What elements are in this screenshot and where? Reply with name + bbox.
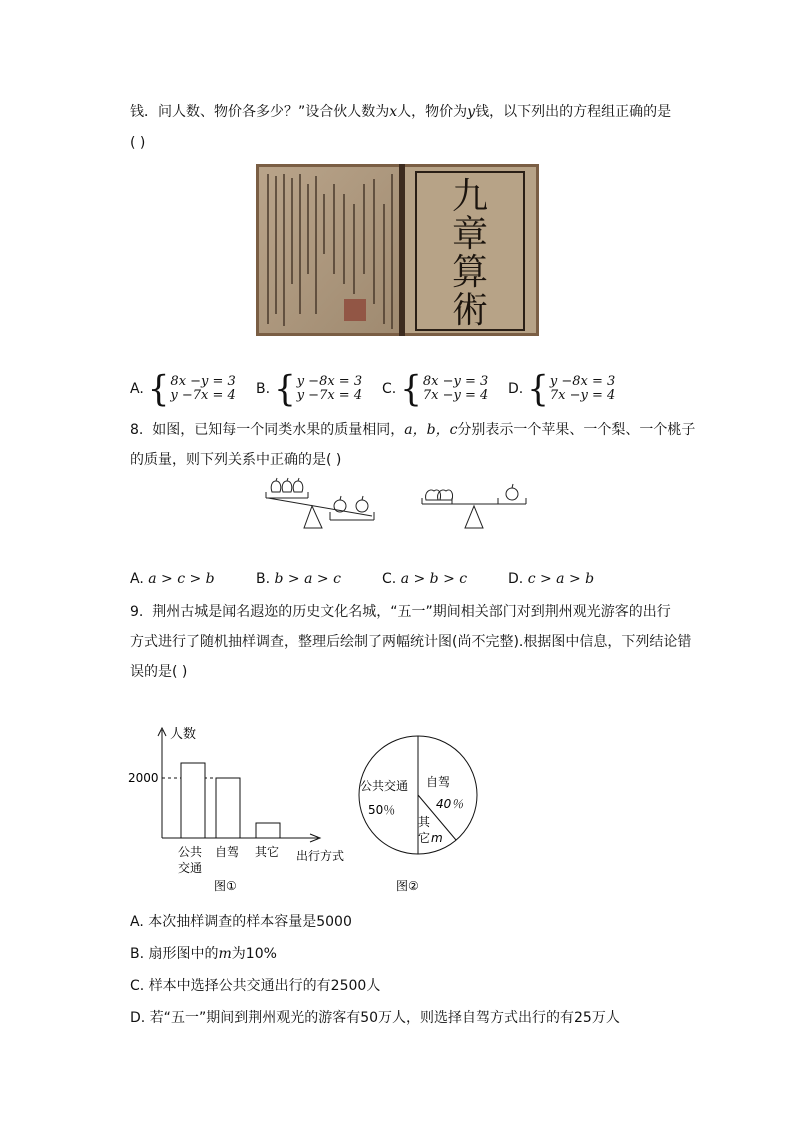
equation: 7x −y = 4 — [422, 388, 489, 403]
figure-caption: 图② — [396, 879, 419, 893]
y-axis-label: 人数 — [170, 727, 197, 742]
x-axis-label: 出行方式 — [296, 849, 345, 863]
book-title-char: 算 — [451, 252, 489, 293]
q9-option-c[interactable] — [130, 976, 380, 996]
q8-vars: a，b，c — [404, 422, 458, 438]
q8-option-b[interactable] — [256, 569, 341, 589]
pear-icon — [282, 481, 292, 492]
equation: 8x −y = 3 — [422, 374, 489, 389]
pear-icon — [271, 481, 281, 492]
pear-icon — [293, 481, 303, 492]
equation: y −7x = 4 — [296, 388, 363, 403]
q7-option-d[interactable] — [508, 368, 616, 410]
option-letter: B. — [256, 571, 271, 587]
q7-option-c[interactable] — [382, 368, 489, 410]
q8-option-a[interactable] — [130, 569, 215, 589]
apple-icon — [506, 488, 518, 500]
brace-icon: { — [527, 368, 549, 410]
option-text: 扇形图中的 — [148, 946, 219, 962]
q8-option-d[interactable] — [508, 569, 594, 589]
option-letter: B. — [256, 381, 271, 397]
balance-scales-figure — [262, 476, 552, 532]
option-letter: A. — [130, 381, 144, 397]
q9-option-d[interactable] — [130, 1008, 620, 1028]
pie-pct-public: 50％ — [368, 803, 396, 817]
equation: 7x −y = 4 — [549, 388, 616, 403]
brace-icon: { — [274, 368, 296, 410]
q9-text-part: 荆州古城是闻名遐迩的历史文化名城，“五一”期间相关部门对到荆州观光游客的出行 — [152, 604, 671, 620]
option-letter: A. — [130, 914, 144, 930]
q7-text-part: 钱，以下列出的方程组正确的是 — [475, 104, 672, 120]
q9-option-b[interactable] — [130, 944, 277, 964]
q7-var-y: y — [467, 104, 476, 120]
option-letter: C. — [130, 978, 145, 994]
brace-icon: { — [147, 368, 170, 410]
x-tick-label: 公共 — [178, 845, 203, 859]
pie-label-public: 公共交通 — [360, 779, 409, 793]
bar — [216, 778, 240, 838]
q9-text-line3: 误的是( ) — [130, 664, 188, 680]
pie-pct-self: 40％ — [436, 797, 464, 811]
option-letter: B. — [130, 946, 145, 962]
x-tick-label: 自驾 — [215, 845, 240, 859]
option-text: 本次抽样调查的样本容量是5000 — [148, 914, 352, 930]
option-letter: D. — [130, 1010, 146, 1026]
option-letter: D. — [508, 571, 524, 587]
left-scale-fulcrum — [304, 506, 322, 528]
q7-answer-paren: ( ) — [130, 135, 146, 151]
book-title-char: 章 — [451, 214, 489, 255]
option-text: c > a > b — [527, 571, 595, 587]
q7-var-x: x — [389, 104, 398, 120]
figure-caption: 图① — [214, 879, 237, 893]
option-text: 为10% — [231, 946, 277, 962]
book-title-char: 術 — [451, 290, 489, 331]
pie-label-other: 它 — [418, 831, 431, 845]
bar — [256, 823, 280, 838]
q7-text-part: 钱．问人数、物价各多少？”设合伙人数为 — [130, 104, 390, 120]
q8-text-line2: 的质量，则下列关系中正确的是( ) — [130, 452, 342, 468]
option-letter: C. — [382, 571, 397, 587]
y-tick-label: 2000 — [128, 771, 159, 785]
equation: y −8x = 3 — [549, 374, 616, 389]
option-letter: A. — [130, 571, 144, 587]
x-tick-label: 其它 — [255, 845, 280, 859]
option-text: b > a > c — [274, 571, 341, 587]
option-text: a > b > c — [400, 571, 468, 587]
q9-text-line2: 方式进行了随机抽样调查，整理后绘制了两幅统计图(尚不完整).根据图中信息，下列结论错 — [130, 634, 692, 650]
book-title-char: 九 — [451, 176, 489, 217]
bar — [181, 763, 205, 838]
peach-icon — [426, 490, 441, 500]
pie-label-m: m — [431, 831, 443, 845]
option-letter: C. — [382, 381, 397, 397]
equation: y −8x = 3 — [296, 374, 363, 389]
q7-option-a[interactable] — [130, 368, 236, 410]
x-tick-label: 交通 — [178, 861, 203, 875]
q9-option-a[interactable] — [130, 912, 352, 932]
q7-text-line1 — [130, 102, 671, 122]
equation: 8x −y = 3 — [170, 374, 236, 389]
right-scale-fulcrum — [465, 506, 483, 528]
equation: y −7x = 4 — [170, 388, 236, 403]
apple-icon — [356, 500, 368, 512]
question-number: 9. — [130, 604, 144, 620]
jiuzhang-suanshu-book-photo — [256, 164, 539, 336]
pie-label-self: 自驾 — [426, 775, 451, 789]
q8-text-part: 分别表示一个苹果、一个梨、一个桃子 — [457, 422, 696, 438]
question-number: 8. — [130, 422, 144, 438]
pie-chart — [352, 732, 492, 898]
q7-text-part: 人，物价为 — [397, 104, 468, 120]
option-text: a > c > b — [148, 571, 215, 587]
q8-option-c[interactable] — [382, 569, 467, 589]
pie-label-other: 其 — [418, 815, 431, 829]
option-var-m: m — [218, 946, 232, 962]
brace-icon: { — [400, 368, 422, 410]
option-text: 样本中选择公共交通出行的有2500人 — [148, 978, 381, 994]
bar-chart — [124, 722, 364, 898]
q8-text-part: 如图，已知每一个同类水果的质量相同， — [152, 422, 405, 438]
q9-text-line1 — [130, 602, 671, 622]
option-text: 若“五一”期间到荆州观光的游客有50万人，则选择自驾方式出行的有25万人 — [149, 1010, 620, 1026]
q8-text-line1 — [130, 420, 695, 440]
q7-option-b[interactable] — [256, 368, 363, 410]
option-letter: D. — [508, 381, 524, 397]
